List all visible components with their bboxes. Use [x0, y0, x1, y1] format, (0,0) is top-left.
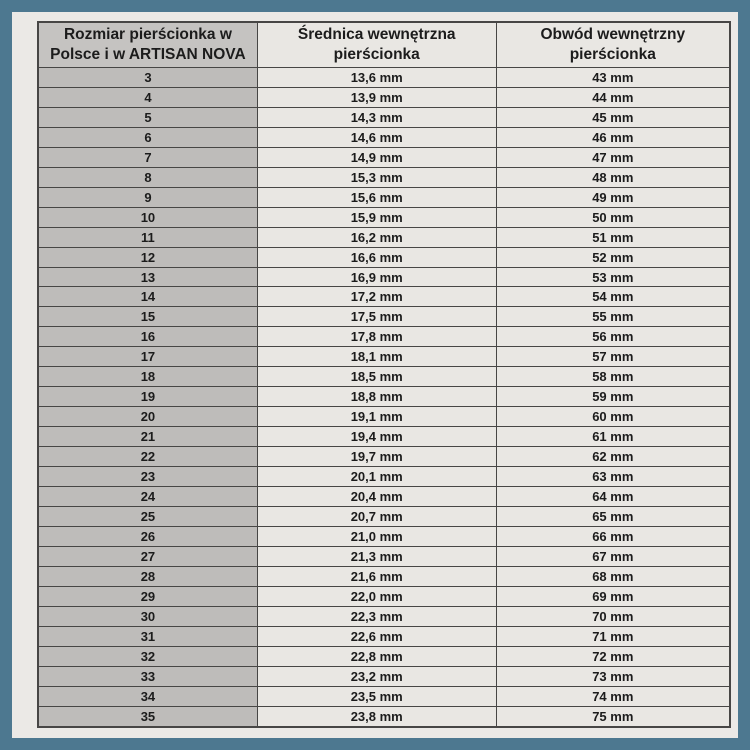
table-row: [38, 526, 730, 546]
diameter-cell: 19,7 mm: [257, 447, 496, 467]
ring-size-cell: 16: [38, 327, 257, 347]
ring-size-cell: 26: [38, 526, 257, 546]
table-row: [38, 107, 730, 127]
ring-size-cell: 10: [38, 207, 257, 227]
ring-size-cell: 8: [38, 167, 257, 187]
circumference-cell: 72 mm: [496, 646, 730, 666]
diameter-cell: 21,0 mm: [257, 526, 496, 546]
diameter-cell: 16,2 mm: [257, 227, 496, 247]
diameter-cell: 15,6 mm: [257, 187, 496, 207]
circumference-cell: 68 mm: [496, 566, 730, 586]
circumference-cell: 73 mm: [496, 666, 730, 686]
table-row: [38, 327, 730, 347]
diameter-cell: 22,6 mm: [257, 626, 496, 646]
header-row: [38, 22, 730, 68]
circumference-cell: 52 mm: [496, 247, 730, 267]
circumference-cell: 65 mm: [496, 506, 730, 526]
circumference-cell: 54 mm: [496, 287, 730, 307]
ring-size-cell: 20: [38, 407, 257, 427]
ring-size-cell: 33: [38, 666, 257, 686]
table-row: [38, 247, 730, 267]
diameter-cell: 20,4 mm: [257, 487, 496, 507]
ring-size-cell: 13: [38, 267, 257, 287]
table-row: [38, 68, 730, 88]
diameter-cell: 13,6 mm: [257, 68, 496, 88]
circumference-cell: 58 mm: [496, 367, 730, 387]
circumference-cell: 74 mm: [496, 686, 730, 706]
ring-size-cell: 14: [38, 287, 257, 307]
table-row: [38, 686, 730, 706]
ring-size-cell: 24: [38, 487, 257, 507]
diameter-cell: 20,7 mm: [257, 506, 496, 526]
header-inner-circumference: Obwód wewnętrzny pierścionka: [496, 22, 730, 68]
diameter-cell: 15,3 mm: [257, 167, 496, 187]
diameter-cell: 14,3 mm: [257, 107, 496, 127]
table-row: [38, 467, 730, 487]
table-row: [38, 566, 730, 586]
ring-size-cell: 6: [38, 127, 257, 147]
diameter-cell: 14,6 mm: [257, 127, 496, 147]
ring-size-cell: 17: [38, 347, 257, 367]
table-row: [38, 227, 730, 247]
diameter-cell: 16,9 mm: [257, 267, 496, 287]
ring-size-cell: 23: [38, 467, 257, 487]
ring-size-cell: 4: [38, 87, 257, 107]
ring-size-cell: 34: [38, 686, 257, 706]
circumference-cell: 56 mm: [496, 327, 730, 347]
ring-size-cell: 18: [38, 367, 257, 387]
circumference-cell: 75 mm: [496, 706, 730, 727]
ring-size-cell: 22: [38, 447, 257, 467]
diameter-cell: 15,9 mm: [257, 207, 496, 227]
table-row: [38, 287, 730, 307]
diameter-cell: 18,5 mm: [257, 367, 496, 387]
diameter-cell: 22,0 mm: [257, 586, 496, 606]
table-row: [38, 506, 730, 526]
diameter-cell: 19,4 mm: [257, 427, 496, 447]
diameter-cell: 17,5 mm: [257, 307, 496, 327]
table-row: [38, 167, 730, 187]
table-row: [38, 127, 730, 147]
diameter-cell: 22,8 mm: [257, 646, 496, 666]
circumference-cell: 49 mm: [496, 187, 730, 207]
table-row: [38, 347, 730, 367]
table-row: [38, 87, 730, 107]
ring-size-cell: 28: [38, 566, 257, 586]
table-row: [38, 267, 730, 287]
table-row: [38, 487, 730, 507]
table-row: [38, 427, 730, 447]
circumference-cell: 48 mm: [496, 167, 730, 187]
ring-size-cell: 5: [38, 107, 257, 127]
circumference-cell: 43 mm: [496, 68, 730, 88]
diameter-cell: 22,3 mm: [257, 606, 496, 626]
ring-size-cell: 31: [38, 626, 257, 646]
ring-size-cell: 30: [38, 606, 257, 626]
diameter-cell: 18,1 mm: [257, 347, 496, 367]
ring-size-cell: 7: [38, 147, 257, 167]
table-row: [38, 147, 730, 167]
ring-size-cell: 15: [38, 307, 257, 327]
diameter-cell: 14,9 mm: [257, 147, 496, 167]
circumference-cell: 59 mm: [496, 387, 730, 407]
ring-size-cell: 25: [38, 506, 257, 526]
table-row: [38, 367, 730, 387]
diameter-cell: 23,8 mm: [257, 706, 496, 727]
ring-size-cell: 35: [38, 706, 257, 727]
circumference-cell: 67 mm: [496, 546, 730, 566]
ring-size-cell: 19: [38, 387, 257, 407]
table-body: [38, 68, 730, 728]
header-inner-diameter: Średnica wewnętrzna pierścionka: [257, 22, 496, 68]
circumference-cell: 60 mm: [496, 407, 730, 427]
circumference-cell: 53 mm: [496, 267, 730, 287]
inner-panel: [12, 12, 738, 738]
table-row: [38, 187, 730, 207]
ring-size-cell: 12: [38, 247, 257, 267]
circumference-cell: 64 mm: [496, 487, 730, 507]
diameter-cell: 20,1 mm: [257, 467, 496, 487]
ring-size-table: [37, 21, 731, 728]
circumference-cell: 45 mm: [496, 107, 730, 127]
ring-size-cell: 29: [38, 586, 257, 606]
circumference-cell: 69 mm: [496, 586, 730, 606]
circumference-cell: 66 mm: [496, 526, 730, 546]
table-row: [38, 646, 730, 666]
diameter-cell: 16,6 mm: [257, 247, 496, 267]
diameter-cell: 13,9 mm: [257, 87, 496, 107]
table-row: [38, 207, 730, 227]
circumference-cell: 70 mm: [496, 606, 730, 626]
table-row: [38, 626, 730, 646]
circumference-cell: 57 mm: [496, 347, 730, 367]
header-ring-size: Rozmiar pierścionka w Polsce i w ARTISAN NOVA: [38, 22, 257, 68]
diameter-cell: 21,6 mm: [257, 566, 496, 586]
ring-size-cell: 11: [38, 227, 257, 247]
table-row: [38, 606, 730, 626]
circumference-cell: 46 mm: [496, 127, 730, 147]
table-row: [38, 706, 730, 727]
diameter-cell: 18,8 mm: [257, 387, 496, 407]
ring-size-cell: 21: [38, 427, 257, 447]
circumference-cell: 71 mm: [496, 626, 730, 646]
table-row: [38, 666, 730, 686]
ring-size-cell: 3: [38, 68, 257, 88]
table-row: [38, 387, 730, 407]
circumference-cell: 47 mm: [496, 147, 730, 167]
ring-size-cell: 27: [38, 546, 257, 566]
circumference-cell: 51 mm: [496, 227, 730, 247]
circumference-cell: 44 mm: [496, 87, 730, 107]
diameter-cell: 17,2 mm: [257, 287, 496, 307]
circumference-cell: 63 mm: [496, 467, 730, 487]
table-row: [38, 407, 730, 427]
diameter-cell: 21,3 mm: [257, 546, 496, 566]
table-row: [38, 586, 730, 606]
circumference-cell: 55 mm: [496, 307, 730, 327]
circumference-cell: 50 mm: [496, 207, 730, 227]
circumference-cell: 61 mm: [496, 427, 730, 447]
diameter-cell: 23,5 mm: [257, 686, 496, 706]
table-header: [38, 22, 730, 68]
diameter-cell: 17,8 mm: [257, 327, 496, 347]
table-row: [38, 447, 730, 467]
diameter-cell: 19,1 mm: [257, 407, 496, 427]
ring-size-cell: 9: [38, 187, 257, 207]
ring-size-cell: 32: [38, 646, 257, 666]
circumference-cell: 62 mm: [496, 447, 730, 467]
table-row: [38, 546, 730, 566]
table-row: [38, 307, 730, 327]
diameter-cell: 23,2 mm: [257, 666, 496, 686]
